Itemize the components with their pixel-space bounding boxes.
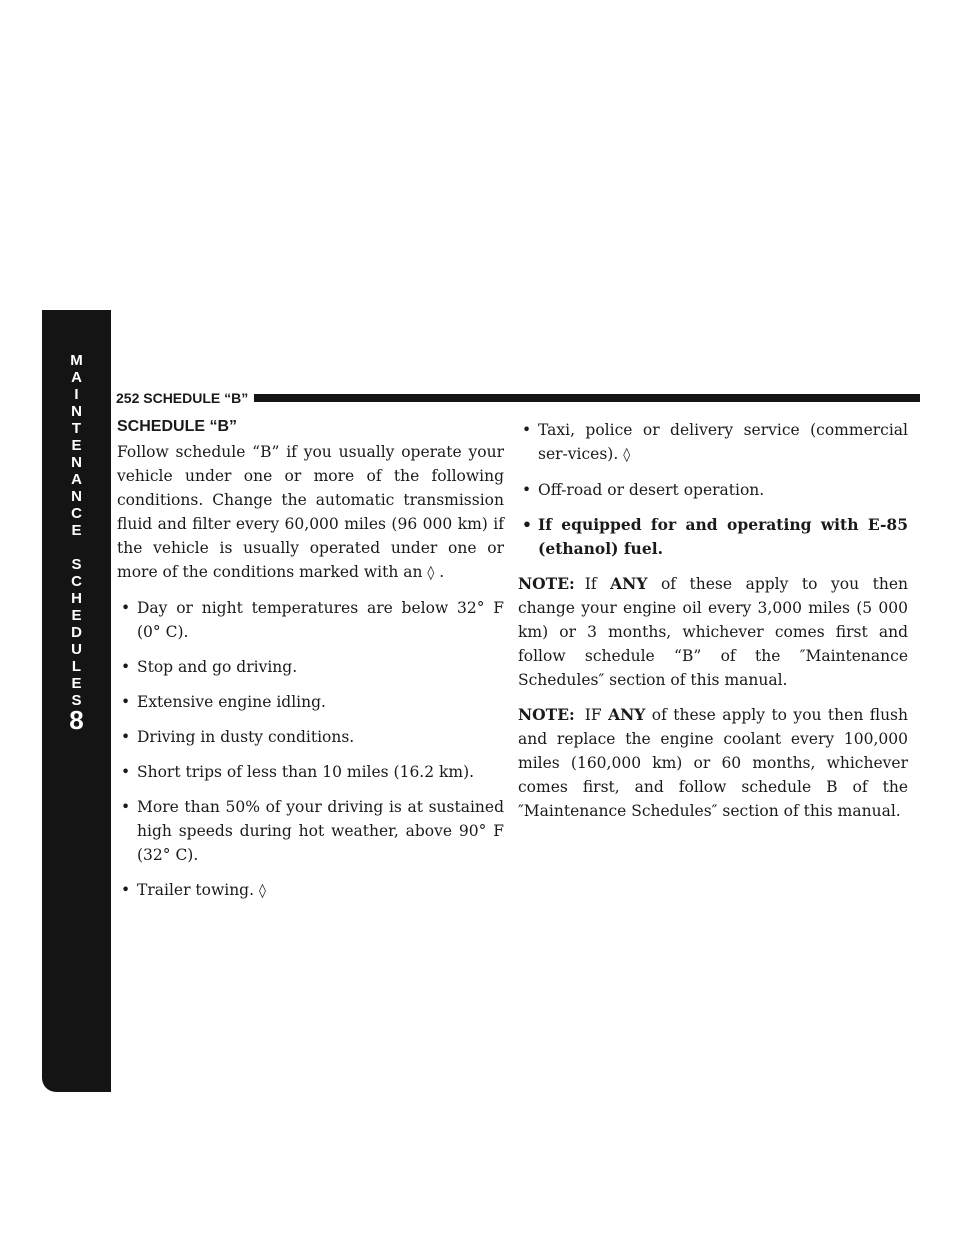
- side-tab-letter: M: [70, 352, 83, 369]
- chapter-side-tab: [42, 310, 111, 1092]
- list-item: • More than 50% of your driving is at sustained high speeds during hot weather, above 90° F (32° C).: [117, 795, 504, 867]
- list-item: • Stop and go driving.: [117, 655, 504, 679]
- chapter-title-vertical: [42, 352, 111, 709]
- list-item: • Short trips of less than 10 miles (16.2 km).: [117, 760, 504, 784]
- intro-paragraph: Follow schedule “B” if you usually operate your vehicle under one or more of the following conditions. Change the automatic transmission fluid and filter every 60,000 miles (96 000 km) if the vehicle is usually operated under one or more of the conditions marked with an ◊ .: [117, 443, 504, 581]
- side-tab-letter: H: [71, 590, 82, 607]
- diamond-marker-icon: ◊: [427, 565, 435, 581]
- list-item: • Extensive engine idling.: [117, 690, 504, 714]
- side-tab-letter: N: [71, 403, 82, 420]
- list-item: • If equipped for and operating with E-85 (ethanol) fuel.: [518, 513, 908, 561]
- side-tab-letter: E: [71, 437, 82, 454]
- list-item: • Driving in dusty conditions.: [117, 725, 504, 749]
- side-tab-letter: D: [71, 624, 82, 641]
- list-item: • Trailer towing. ◊: [117, 878, 504, 903]
- side-tab-letter: [42, 539, 111, 556]
- side-tab-letter: N: [71, 454, 82, 471]
- left-column: [117, 416, 504, 903]
- note-coolant: NOTE: IF ANY of these apply to you then flush and replace the engine coolant every 100,000 miles (160,000 km) or 60 months, whichever comes first, and follow schedule B of the ″Maintenance Schedules″ section of this manual.: [518, 705, 908, 820]
- side-tab-letter: L: [71, 658, 82, 675]
- side-tab-letter: U: [71, 641, 82, 658]
- side-tab-letter: N: [71, 488, 82, 505]
- chapter-number: 8: [69, 705, 84, 735]
- list-item: • Taxi, police or delivery service (commercial ser-vices). ◊: [518, 418, 908, 467]
- side-tab-letter: S: [71, 556, 82, 573]
- right-column: [518, 416, 908, 823]
- side-tab-letter: A: [71, 471, 82, 488]
- diamond-marker-icon: ◊: [623, 447, 631, 463]
- side-tab-letter: S: [71, 692, 82, 709]
- side-tab-letter: E: [71, 675, 82, 692]
- side-tab-letter: A: [71, 369, 82, 386]
- side-tab-letter: C: [71, 573, 82, 590]
- note-oil-change: NOTE: If ANY of these apply to you then change your engine oil every 3,000 miles (5 000 km) or 3 months, whichever comes first and follow schedule “B” of the ″Maintenance Schedules″ section of this manual.: [518, 574, 908, 689]
- section-heading: SCHEDULE “B”: [117, 418, 238, 435]
- side-tab-letter: T: [71, 420, 82, 437]
- page-number-title: 252 SCHEDULE “B”: [116, 390, 249, 406]
- page-header: [116, 389, 920, 407]
- side-tab-letter: C: [71, 505, 82, 522]
- diamond-marker-icon: ◊: [258, 883, 266, 899]
- header-rule: [254, 394, 920, 402]
- side-tab-letter: E: [71, 522, 82, 539]
- list-item: • Off-road or desert operation.: [518, 478, 908, 502]
- side-tab-letter: I: [74, 386, 79, 403]
- list-item: • Day or night temperatures are below 32° F (0° C).: [117, 596, 504, 644]
- side-tab-letter: E: [71, 607, 82, 624]
